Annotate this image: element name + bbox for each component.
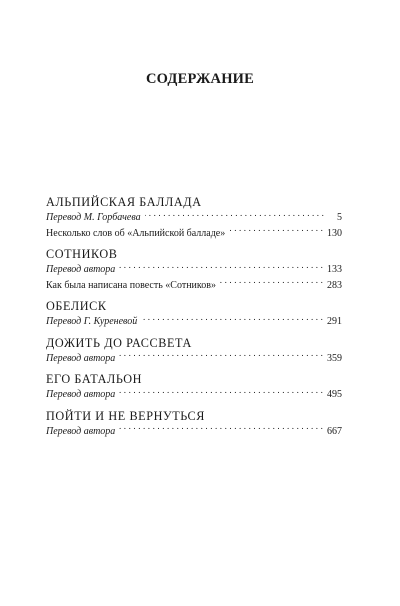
toc-entry: [46, 351, 342, 367]
toc-entry: [46, 314, 342, 330]
dot-leader: [220, 278, 323, 288]
page-number: 495: [327, 389, 342, 400]
page-number: 130: [327, 227, 342, 239]
entry-label: Несколько слов об «Альпийской балладе»: [46, 227, 226, 239]
toc-section: [46, 409, 342, 440]
section-heading: АЛЬПИЙСКАЯ БАЛЛАДА: [46, 195, 202, 209]
page-number: 667: [327, 425, 342, 437]
toc-entry: [46, 424, 342, 440]
page-number: 5: [337, 212, 342, 223]
entry-label: Перевод автора: [46, 264, 116, 275]
dot-leader: [141, 314, 323, 324]
dot-leader: [119, 351, 323, 361]
dot-leader: [119, 387, 323, 397]
toc-entry: [46, 262, 342, 278]
toc-section: [46, 299, 342, 330]
page-title: СОДЕРЖАНИЕ: [145, 71, 255, 87]
section-heading: ОБЕЛИСК: [46, 299, 107, 313]
table-of-contents: [46, 195, 342, 439]
page-number: 291: [327, 316, 342, 327]
toc-entry: [46, 226, 342, 242]
dot-leader: [145, 210, 324, 220]
section-heading: ДОЖИТЬ ДО РАССВЕТА: [46, 335, 192, 350]
page-number: 359: [327, 352, 342, 364]
entry-label: Перевод М. Горбачева: [46, 212, 141, 223]
toc-section: [46, 247, 342, 293]
section-heading: ЕГО БАТАЛЬОН: [46, 372, 143, 386]
entry-label: Перевод автора: [46, 389, 116, 400]
entry-label: Перевод Г. Куреневой: [46, 316, 138, 327]
dot-leader: [119, 424, 323, 434]
entry-label: Перевод автора: [46, 352, 116, 364]
dot-leader: [229, 226, 323, 236]
entry-label: Перевод автора: [46, 425, 116, 437]
toc-section: [46, 336, 342, 367]
toc-entry: [46, 387, 342, 403]
page-number: 283: [327, 279, 342, 291]
toc-entry: [46, 278, 342, 294]
section-heading: ПОЙТИ И НЕ ВЕРНУТЬСЯ: [46, 408, 206, 423]
page-number: 133: [327, 264, 342, 275]
section-heading: СОТНИКОВ: [46, 247, 118, 261]
dot-leader: [119, 262, 323, 272]
toc-section: [46, 372, 342, 403]
toc-section: [46, 195, 342, 241]
entry-label: Как была написана повесть «Сотников»: [46, 279, 216, 291]
toc-entry: [46, 210, 342, 226]
